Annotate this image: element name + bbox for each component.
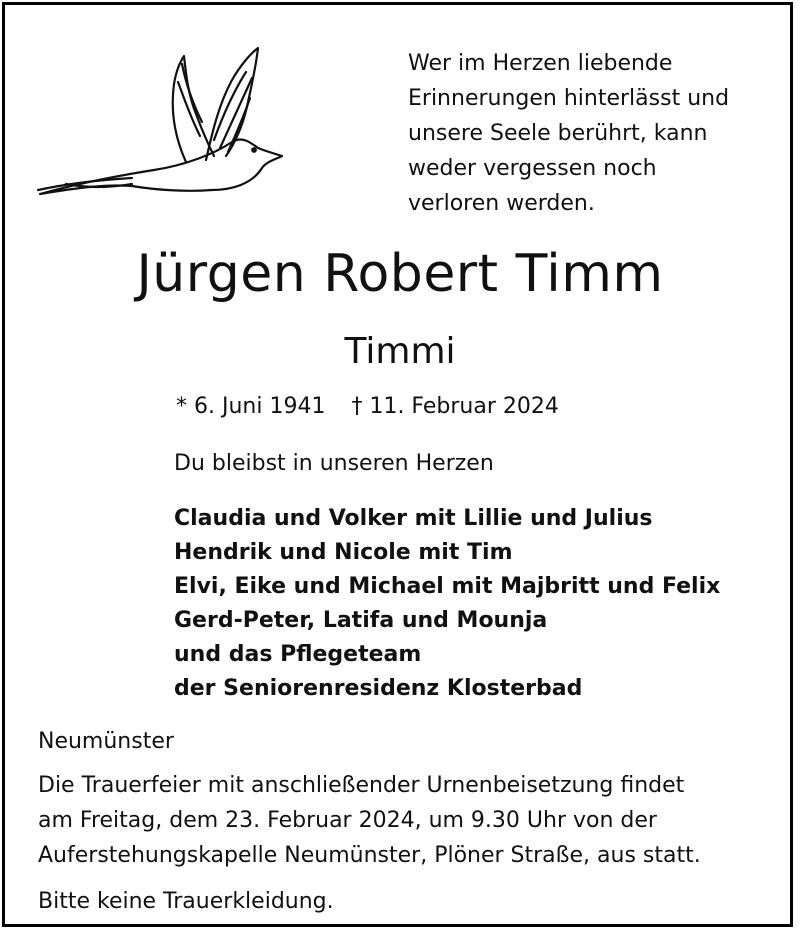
quote-line: weder vergessen noch <box>408 156 657 181</box>
ceremony-line: am Freitag, dem 23. Februar 2024, um 9.30 Uhr von der <box>38 808 657 833</box>
mourner-line: Elvi, Eike und Michael mit Majbritt und Felix <box>174 574 721 599</box>
death-date: † 11. Februar 2024 <box>351 394 559 419</box>
quote-line: Erinnerungen hinterlässt und <box>408 86 730 111</box>
deceased-name: Jürgen Robert Timm <box>136 244 664 304</box>
ceremony-details <box>38 768 701 873</box>
mourner-line: der Seniorenresidenz Klosterbad <box>174 676 583 701</box>
mourner-line: Hendrik und Nicole mit Tim <box>174 540 513 565</box>
mourner-line: Gerd-Peter, Latifa und Mounja <box>174 608 548 633</box>
mourner-line: Claudia und Volker mit Lillie und Julius <box>174 506 653 531</box>
mourners-list <box>174 502 720 706</box>
dove-icon <box>36 44 286 204</box>
quote-line: verloren werden. <box>408 191 595 216</box>
quote-line: unsere Seele berührt, kann <box>408 121 708 146</box>
city: Neumünster <box>38 729 174 754</box>
life-dates <box>176 390 559 424</box>
quote-line: Wer im Herzen liebende <box>408 51 673 76</box>
farewell-message: Du bleibst in unseren Herzen <box>174 451 494 476</box>
ceremony-line: Auferstehungskapelle Neumünster, Plöner Straße, aus statt. <box>38 843 701 868</box>
mourner-line: und das Pflegeteam <box>174 642 422 667</box>
ceremony-line: Die Trauerfeier mit anschließender Urnenbeisetzung findet <box>38 773 685 798</box>
birth-date: * 6. Juni 1941 <box>176 394 326 419</box>
deceased-nickname: Timmi <box>344 331 456 372</box>
memorial-quote <box>408 46 729 221</box>
dress-code-note: Bitte keine Trauerkleidung. <box>38 889 334 914</box>
